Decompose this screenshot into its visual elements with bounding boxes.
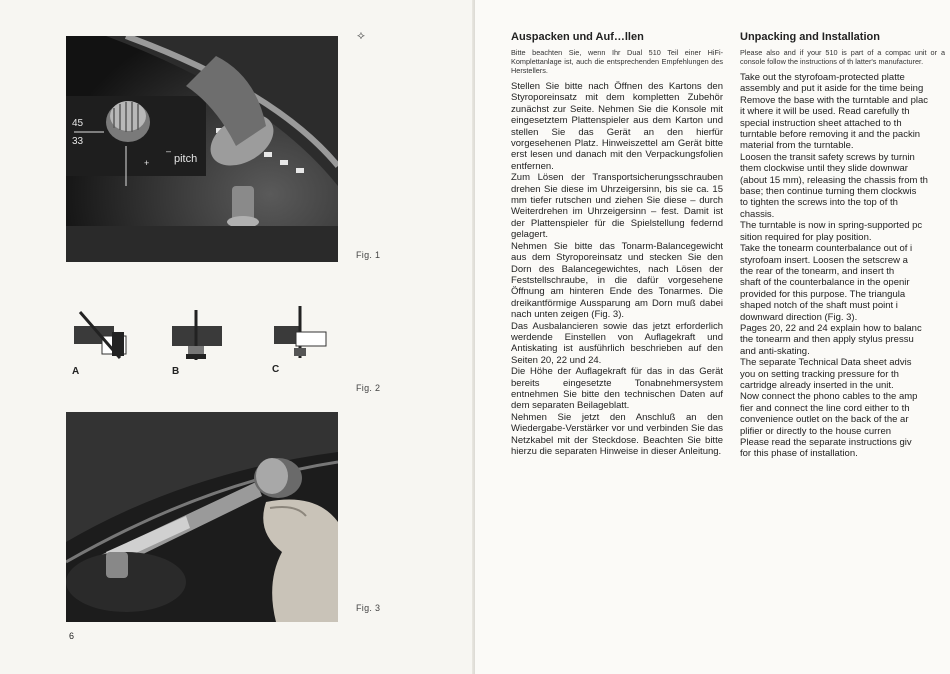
english-line: convenience outlet on the back of the ar [740, 414, 909, 426]
english-line: you on setting tracking pressure for th [740, 368, 899, 380]
pitch-minus-label: – [166, 146, 172, 156]
english-line: shaped notch of the shaft must point i [740, 300, 898, 312]
english-line: Take the tonearm counterbalance out of i [740, 243, 913, 255]
english-line: fier and connect the line cord either to th [740, 402, 910, 414]
english-line: styrofoam insert. Loosen the setscrew a [740, 254, 908, 266]
english-line: Now connect the phono cables to the amp [740, 391, 918, 403]
speed-45-label: 45 [72, 118, 84, 129]
english-line: shaft of the counterbalance in the openir [740, 277, 910, 289]
german-paragraph-6: Nehmen Sie jetzt den Anschluß an den Wiedergabe-Verstärker vor und verbinden Sie das Netzkabel mit der Steckdose. Beachten Sie bitte hierzu die separaten Hinweise in dieser Anleitung. [511, 411, 723, 457]
pitch-plus-label: + [144, 158, 150, 168]
english-line: provided for this purpose. The triangula [740, 288, 906, 300]
english-line: turntable before removing it and the packin [740, 129, 921, 141]
english-line: for this phase of installation. [740, 448, 858, 460]
english-line: Please read the separate instructions giv [740, 437, 912, 448]
diagram-b [172, 310, 222, 360]
german-column [511, 31, 723, 457]
english-line: The turntable is now in spring-supported pc [740, 220, 923, 232]
english-line: Loosen the transit safety screws by turnin [740, 151, 915, 163]
english-line: special instruction sheet attached to th [740, 117, 902, 129]
figure-3-photo [66, 412, 338, 622]
english-line: base; then continue turning them clockwis [740, 186, 917, 198]
diagram-c-letter: C [272, 364, 280, 375]
english-line: sition required for play position. [740, 231, 872, 243]
english-line: to tighten the screws into the top of th [740, 197, 898, 209]
english-line: the tonearm and then apply stylus pressu [740, 334, 914, 346]
english-intro: Please also and if your 510 is part of a compac unit or a console follow the instructions of th latter's manufacturer. [740, 48, 945, 66]
figure-3-caption: Fig. 3 [356, 603, 381, 613]
english-line: them clockwise until they slide downwar [740, 163, 908, 175]
german-paragraph-4: Das Ausbalancieren sowie das jetzt erforderlich werdende Einstellen von Auflagekraft und Antiskating ist ausführlich beschrieben auf den Seiten 20, 22 und 24. [511, 320, 723, 366]
english-line: Remove the base with the turntable and plac [740, 94, 929, 106]
figure-1-caption: Fig. 1 [356, 250, 381, 260]
english-line: material from the turntable. [740, 140, 854, 152]
english-line: chassis. [740, 208, 775, 220]
speed-33-label: 33 [72, 136, 84, 147]
figure-1-photo [66, 36, 338, 262]
english-title: Unpacking and Installation [740, 31, 880, 43]
english-line: Pages 20, 22 and 24 explain how to balanc [740, 322, 922, 334]
diagram-c [274, 306, 326, 358]
figure-2-caption: Fig. 2 [356, 383, 381, 393]
corner-mark-icon: ⟡ [357, 28, 365, 42]
english-line: it where it will be used. Read carefully th [740, 106, 910, 118]
diagram-a [74, 312, 126, 358]
german-paragraph-5: Die Höhe der Auflagekraft für das in das Gerät bereits eingesetzte Tonabnehmersystem entnehmen Sie bitte den technischen Daten auf dem separaten Beilageblatt. [511, 366, 723, 412]
english-line: the rear of the tonearm, and insert th [740, 265, 895, 277]
german-paragraph-2: Zum Lösen der Transportsicherungsschrauben drehen Sie diese im Uhrzeigersinn, bis sie ca. 15 mm tiefer rutschen und ziehen Sie diese – durch Weiterdrehen im Uhrzeigersinn – fest. Damit ist der Plattenspieler für die Spielstellung federnd gelagert. [511, 172, 723, 241]
english-line: (about 15 mm), releasing the chassis from th [740, 174, 928, 186]
diagram-b-letter: B [172, 366, 180, 377]
german-intro: Bitte beachten Sie, wenn Ihr Dual 510 Teil einer HiFi-Komplettanlage ist, auch die entsprechenden Empfehlungen des Herstellers. [511, 48, 723, 75]
english-column [740, 31, 945, 460]
page-number: 6 [69, 631, 75, 641]
german-paragraph-1: Stellen Sie bitte nach Öffnen des Kartons den Styroporeinsatz mit dem kompletten Zubehör zunächst zur Seite. Nehmen Sie die Konsole mit eingesetztem Plattenspieler aus dem Karton und stellen Sie das Gerät an den hierfür vorgesehenen Platz. Hinweiszettel am Gerät bitte erst lesen und danach mit den Verpackungsfolien entfernen. [511, 81, 723, 172]
english-line: assembly and put it aside for the time being [740, 83, 924, 95]
english-line: Take out the styrofoam-protected platte [740, 72, 905, 83]
diagram-a-letter: A [72, 366, 80, 377]
german-paragraph-3: Nehmen Sie bitte das Tonarm-Balancegewicht aus dem Styroporeinsatz und stecken Sie den Dorn des Balancegewichtes, nach Lösen der Feststellschraube, in die dafür vorgesehene Öffnung am hinteren Ende des Tonarmes. Die dreikantförmige Aussparung am Dorn muß dabei nach unten zeigen (Fig. 3). [511, 240, 723, 321]
english-line: downward direction (Fig. 3). [740, 311, 858, 323]
english-line: and anti-skating. [740, 345, 810, 357]
figure-2-diagram [60, 296, 350, 386]
english-line: plifier or directly to the house curren [740, 425, 892, 437]
pitch-label: pitch [174, 153, 198, 165]
english-line: cartridge already inserted in the unit. [740, 379, 894, 391]
english-line: The separate Technical Data sheet advis [740, 357, 912, 369]
german-title: Auspacken und Auf…llen [511, 31, 644, 43]
